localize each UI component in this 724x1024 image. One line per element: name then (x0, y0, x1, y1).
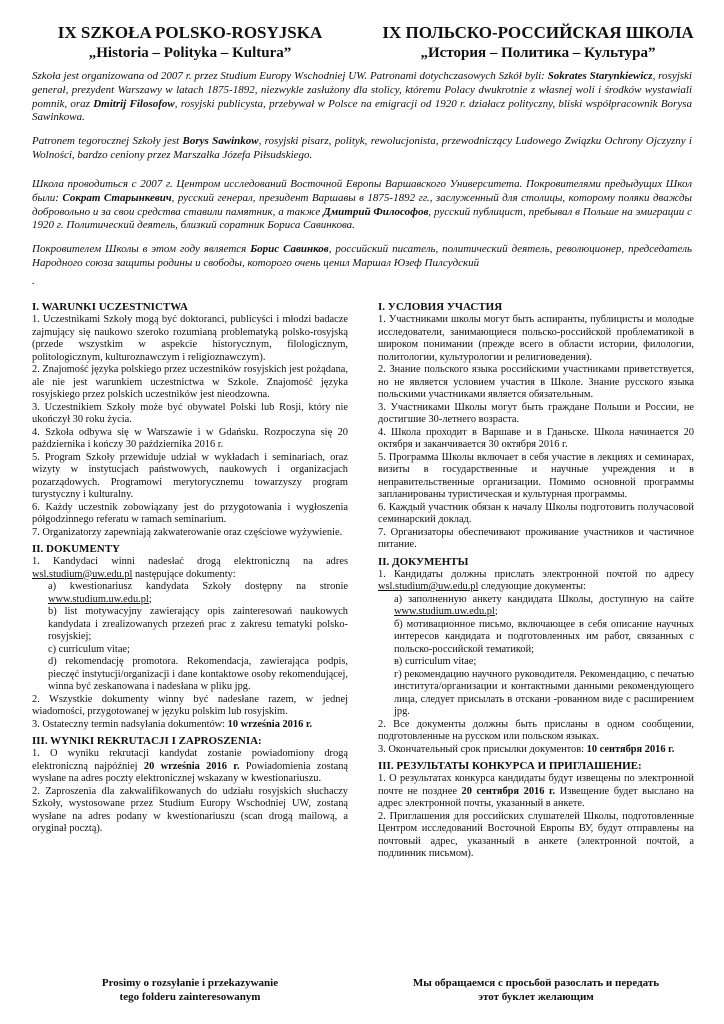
text: ; (494, 606, 498, 617)
list-item (32, 556, 348, 581)
list-item: б) мотивационное письмо, включающее в себя описание научных интересов кандидата и подготовленных им работ, связанных с польско-российской тематикой; (394, 618, 694, 655)
patron-name: Борис Савинков (250, 243, 329, 256)
list-item: 2. Wszystkie dokumenty winny być nadesłane razem, w jednej wiadomości, przygotowanej w języku polskim lub rosyjskim. (32, 693, 348, 717)
intro-russian (32, 178, 692, 299)
text: Szkoła jest organizowana od 2007 r. przez Studium Europy Wschodniej UW. Patronami dotychczasowych Szkół byli: (32, 70, 548, 82)
text: 3. Окончательный срок присылки документов: (378, 743, 587, 755)
title-russian: IX ПОЛЬСКО-РОССИЙСКАЯ ШКОЛА (382, 23, 694, 42)
text: , rosyjski publicysta, przebywał w Polsce na emigracji od 1920 r. działacz polityczny, bliski współpracownik Borysa Sawinkowa. (32, 97, 692, 124)
text: , rosyjski pisarz, polityk, rewolucjonista, przewodniczący Ludowego Związku Ochrony Ojczyzny i Wolności, bardzo ceniony przez Marszałka Józefa Piłsudskiego. (32, 135, 692, 161)
list-item (32, 581, 348, 606)
text: , русский генерал, президент Варшавы в 1875-1892 гг., заслуженный для столицы, которому поляки дважды добровольно и за свои средства ставили памятник, а также (32, 191, 692, 218)
text: 1. Kandydaci winni nadesłać drogą elektroniczną na adres (32, 556, 348, 567)
list-item: 5. Program Szkoły przewiduje udział w wykładach i seminariach, oraz wizyty w instytucjach państwowych, naukowych i organizacjach pozarządowych. Programowi merytorycznemu towarzyszy program turystyczny i kulturalny. (32, 451, 348, 500)
website-link[interactable]: www.studium.uw.edu.pl (394, 606, 495, 617)
footer-line: Мы обращаемся с просьбой разослать и передать (412, 977, 660, 989)
deadline: 10 września 2016 r. (227, 718, 313, 730)
text: Patronem tegorocznej Szkoły jest (32, 135, 183, 148)
header-polish (30, 24, 350, 62)
intro-polish-paragraph-1 (32, 70, 692, 125)
section-title: III. WYNIKI REKRUTACJI I ZAPROSZENIA: (32, 735, 262, 747)
section-title: II. ДОКУМЕНТЫ (378, 555, 469, 568)
list-item: 1. Uczestnikami Szkoły mogą być doktoranci, publicyści i młodzi badacze zajmujący się naukowo szeroko rozumianą problematyką polsko-rosyjską (przede wszystkim w aspekcie historycznym, filologicznym, politologicznym, kulturoznawczym i religioznawczym). (32, 314, 348, 363)
text: Извещение будет выслано на адрес электронной почты, указанный в анкете. (378, 785, 694, 809)
email-link[interactable]: wsl.studium@uw.edu.pl (378, 581, 479, 592)
text: 1. Кандидаты должны прислать электронной почтой по адресу (378, 568, 694, 580)
text: следующие документы: (478, 581, 586, 592)
list-item: 5. Программа Школы включает в себя участие в лекциях и семинарах, визиты в государственные и научные учреждения и в неправительственные организации. Помимо основной программы запланированы туристическая и культурная программы. (378, 451, 694, 500)
text: Школа проводиться с 2007 г. Центром исследований Восточной Европы Варшавского Университета. Покровителями предыдущих Школ были: (32, 178, 692, 204)
list-item (32, 748, 348, 786)
subtitle-polish: „Historia – Polityka – Kultura” (88, 45, 292, 61)
list-item: 7. Organizatorzy zapewniają zakwaterowanie oraz częściowe wyżywienie. (32, 526, 343, 538)
list-item (32, 719, 348, 732)
text: , российский писатель, политический деятель, революционер, председатель Народного союза защиты родины и свободы, которого очень ценил Маршал Юзеф Пилсудский (32, 243, 693, 269)
list-item: 6. Каждый участник обязан к началу Школы подготовить получасовой семинарский доклад. (378, 501, 694, 525)
text: a) kwestionariusz kandydata Szkoły dostępny na stronie (48, 581, 348, 592)
header-russian (378, 24, 698, 62)
text: następujące dokumenty: (132, 568, 236, 580)
footer-russian (386, 977, 686, 1004)
list-item: 2. Zaproszenia dla zakwalifikowanych do udziału rosyjskich słuchaczy Szkoły, wystosowane przez Studium Europy Wschodniej UW, zostaną wysłane na adres podany w kwestionariuszu (scan drogą mailową, a oryginał pocztą). (32, 785, 348, 834)
website-link[interactable]: www.studium.uw.edu.pl (48, 593, 149, 605)
list-item: c) curriculum vitae; (48, 643, 130, 655)
text: , русский публицист, пребывал в Польше на эмиграции с 1920 г. Политический деятель, близкий соратник Бориса Савинкова. (32, 205, 692, 232)
subtitle-russian: „История – Политика – Культура” (420, 45, 656, 61)
list-item (378, 744, 694, 757)
email-link[interactable]: wsl.studium@uw.edu.pl (32, 568, 133, 580)
trailing-dot: . (32, 274, 35, 287)
section-title: III. РЕЗУЛЬТАТЫ КОНКУРСА И ПРИГЛАШЕНИЕ: (378, 760, 642, 772)
section-title: I. УСЛОВИЯ УЧАСТИЯ (378, 301, 503, 313)
list-item: 3. Uczestnikiem Szkoły może być obywatel Polski lub Rosji, który nie ukończył 30 roku życia. (32, 401, 348, 425)
list-item: г) рекомендацию научного руководителя. Рекомендацию, с печатью института/организации и контактными данными рекомендующего лица, следует присылать в отскани -рованном виде с расширением jpg. (394, 668, 694, 717)
intro-russian-paragraph-2 (32, 243, 692, 271)
list-item (378, 773, 694, 811)
section-title: II. DOKUMENTY (32, 543, 121, 555)
list-item: 6. Każdy uczestnik zobowiązany jest do przygotowania i wygłoszenia półgodzinnego referatu w ramach seminarium. (32, 501, 348, 525)
text: 1. O wyniku rekrutacji kandydat zostanie powiadomiony drogą elektroniczną najpóźniej (32, 748, 348, 772)
deadline: 20 сентября 2016 г. (461, 785, 556, 797)
title-polish: IX SZKOŁA POLSKO-ROSYJSKA (57, 23, 323, 42)
text: 3. Ostateczny termin nadsyłania dokumentów: (32, 718, 228, 730)
column-russian (378, 301, 694, 861)
section-title: I. WARUNKI UCZESTNICTWA (32, 301, 188, 313)
text: Покровителем Школы в этом году является (32, 243, 251, 256)
patron-name: Dmitrij Filosofow (93, 97, 175, 110)
deadline: 20 września 2016 r. (143, 760, 240, 772)
intro-polish-paragraph-2 (32, 135, 692, 163)
list-item: 2. Знание польского языка российскими участниками приветствуется, но не является условием участия в Школе. Знание русского языка польскими участниками является обязательным. (378, 364, 694, 400)
text: а) заполненную анкету кандидата Школы, доступную на сайте (394, 593, 694, 605)
footer-line: tego folderu zainteresowanym (119, 990, 261, 1003)
list-item (378, 569, 694, 594)
list-item: 4. Szkoła odbywa się w Warszawie i w Gdańsku. Rozpoczyna się 20 października i kończy 30 października 2016 r. (32, 426, 348, 450)
deadline: 10 сентября 2016 г. (586, 743, 675, 755)
patron-name: Sokrates Starynkiewicz (547, 70, 653, 82)
text: 1. О результатах конкурса кандидаты будут извещены по электронной почте не позднее (378, 773, 694, 797)
patron-name: Дмитрий Философов (323, 205, 429, 218)
footer-polish (40, 977, 340, 1004)
text: ; (148, 593, 152, 605)
footer-line: Prosimy o rozsyłanie i przekazywanie (101, 977, 279, 989)
patron-name: Сократ Старынкевич (62, 191, 172, 204)
patron-name: Borys Sawinkow (182, 135, 259, 148)
footer-line: этот буклет желающим (478, 990, 594, 1003)
list-item: 7. Организаторы обеспечивают проживание участников и частичное питание. (378, 526, 694, 550)
list-item: в) curriculum vitae; (394, 656, 477, 667)
list-item: 4. Школа проходит в Варшаве и в Гданьске. Школа начинается 20 октября и заканчивается 30 октября 2016 г. (378, 426, 694, 450)
list-item (378, 594, 694, 619)
intro-russian-paragraph-1 (32, 178, 692, 233)
list-item: 2. Znajomość języka polskiego przez uczestników rosyjskich jest pożądana, ale nie jest warunkiem uczestnictwa w Szkole. Znajomość języka rosyjskiego przez polskich uczestników jest nieodzowna. (32, 364, 348, 400)
list-item: b) list motywacyjny zawierający opis zainteresowań naukowych kandydata i zrealizowanych przezeń prac z zakresu tematyki polsko-rosyjskiej; (48, 606, 348, 642)
list-item: 1. Участниками школы могут быть аспиранты, публицисты и молодые исследователи, занимающиеся польско-российской проблематикой в широком понимании (прежде всего в области истории, филологии, политологии, культурологии и религиоведения). (378, 314, 694, 363)
intro-polish (32, 70, 692, 173)
list-item: 3. Участниками Школы могут быть граждане Польши и России, не достигшие 30-летнего возраста. (378, 401, 694, 425)
column-polish (32, 301, 348, 836)
text: Powiadomienia zostaną wysłane na adres poczty elektronicznej wskazany w kwestionariuszu. (32, 760, 348, 784)
list-item: 2. Все документы должны быть присланы в одном сообщении, подготовленные на русском или польском языках. (378, 718, 694, 742)
list-item: 2. Приглашения для российских слушателей Школы, подготовленные Центром исследований Восточной Европы ВУ, будут отправлены на почтовый адрес, указанный в анкете (электронной почтой, а подлинник письмом). (378, 810, 694, 859)
list-item: d) rekomendację promotora. Rekomendacja, zawierająca podpis, pieczęć instytucji/organizacji i dane kontaktowe osoby rekomendującej, winna być zeskanowana i nadesłana w pliku jpg. (48, 656, 348, 692)
text: , rosyjski generał, prezydent Warszawy w latach 1875-1892, niezwykle zasłużony dla stolicy, któremu Polacy dwukrotnie z własnej woli i środków wystawiali pomnik, oraz (32, 70, 692, 110)
